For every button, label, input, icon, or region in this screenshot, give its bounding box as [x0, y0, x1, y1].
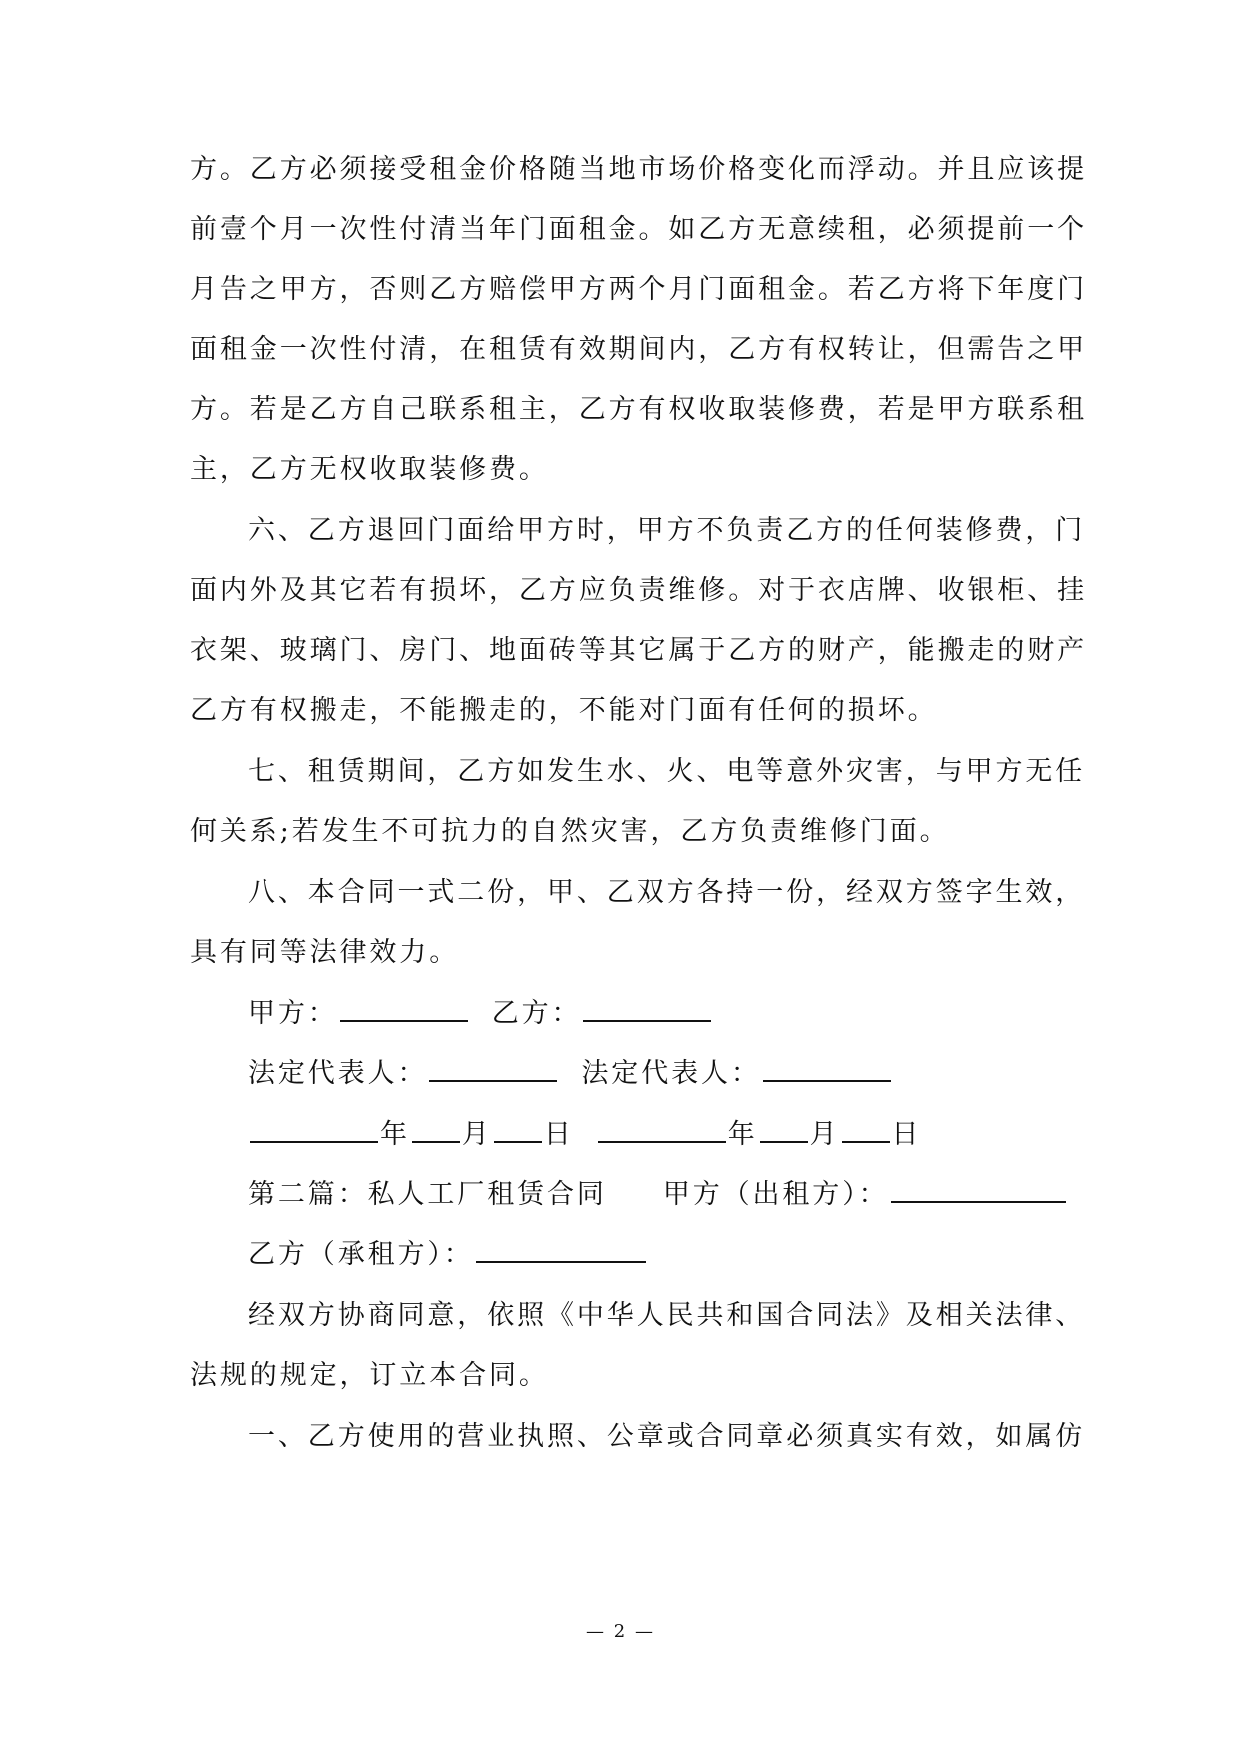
- page-number: — 2 —: [586, 1621, 655, 1642]
- text-line: 方。若是乙方自己联系租主，乙方有权收取装修费，若是甲方联系租: [190, 394, 1087, 425]
- text-line: 主，乙方无权收取装修费。: [190, 454, 549, 485]
- party-a-blank: [340, 998, 468, 1022]
- day-label: 日: [543, 1119, 574, 1150]
- clause-eight-line: 八、本合同一式二份，甲、乙双方各持一份，经双方签字生效，: [248, 877, 1086, 908]
- text-line: 何关系;若发生不可抗力的自然灾害，乙方负责维修门面。: [190, 816, 950, 847]
- month-a-blank: [412, 1119, 460, 1143]
- year-a-blank: [250, 1119, 378, 1143]
- party-b-blank: [583, 998, 711, 1022]
- second-contract-heading-line: [248, 1177, 1068, 1213]
- clause-six-line: 六、乙方退回门面给甲方时，甲方不负责乙方的任何装修费，门: [248, 515, 1086, 546]
- rep-a-blank: [429, 1058, 557, 1082]
- year-label: 年: [380, 1119, 410, 1150]
- text-line: 前壹个月一次性付清当年门面租金。如乙方无意续租，必须提前一个: [190, 214, 1087, 245]
- lessee-line: [248, 1237, 648, 1273]
- text-line: 方。乙方必须接受租金价格随当地市场价格变化而浮动。并且应该提: [190, 154, 1087, 185]
- text-line: 衣架、玻璃门、房门、地面砖等其它属于乙方的财产，能搬走的财产: [190, 635, 1087, 666]
- date-line: [248, 1117, 921, 1153]
- party-a-label: 甲方：: [248, 998, 338, 1029]
- day-b-blank: [842, 1119, 890, 1143]
- lessor-blank: [891, 1179, 1066, 1203]
- year-b-blank: [598, 1119, 726, 1143]
- representative-line: [248, 1056, 893, 1092]
- month-label: 月: [461, 1119, 492, 1150]
- text-line: 具有同等法律效力。: [190, 937, 460, 968]
- text-line: 月告之甲方，否则乙方赔偿甲方两个月门面租金。若乙方将下年度门: [190, 274, 1087, 305]
- text-line: 面租金一次性付清，在租赁有效期间内，乙方有权转让，但需告之甲: [190, 334, 1087, 365]
- party-signature-line: [248, 996, 713, 1032]
- text-line: 面内外及其它若有损坏，乙方应负责维修。对于衣店牌、收银柜、挂: [190, 575, 1087, 606]
- rep-a-label: 法定代表人：: [248, 1058, 428, 1089]
- year-label: 年: [727, 1119, 758, 1150]
- intro-line: 法规的规定，订立本合同。: [190, 1360, 549, 1391]
- month-label: 月: [809, 1119, 840, 1150]
- lessor-label: 甲方（出租方）：: [662, 1179, 889, 1210]
- text-line: 乙方有权搬走，不能搬走的，不能对门面有任何的损坏。: [190, 695, 938, 726]
- second-contract-heading: 第二篇：私人工厂租赁合同: [248, 1179, 607, 1210]
- day-label: 日: [891, 1119, 922, 1150]
- clause-seven-line: 七、租赁期间，乙方如发生水、火、电等意外灾害，与甲方无任: [248, 756, 1086, 787]
- clause-one-line: 一、乙方使用的营业执照、公章或合同章必须真实有效，如属仿: [248, 1421, 1086, 1452]
- month-b-blank: [760, 1119, 808, 1143]
- lessee-blank: [476, 1239, 646, 1263]
- lessee-label: 乙方（承租方）：: [248, 1239, 474, 1270]
- day-a-blank: [494, 1119, 542, 1143]
- party-b-label: 乙方：: [491, 998, 582, 1029]
- rep-b-label: 法定代表人：: [581, 1058, 761, 1089]
- intro-line: 经双方协商同意，依照《中华人民共和国合同法》及相关法律、: [248, 1300, 1086, 1331]
- rep-b-blank: [763, 1058, 891, 1082]
